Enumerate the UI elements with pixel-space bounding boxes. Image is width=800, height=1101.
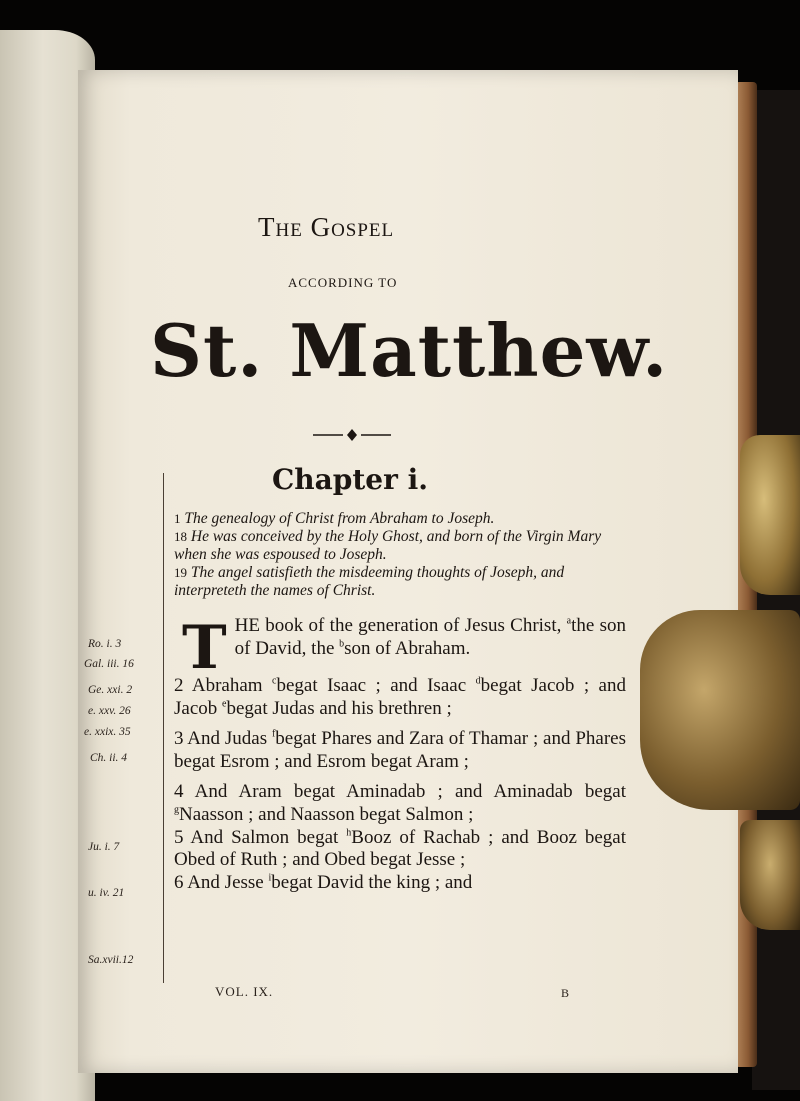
volume-label: VOL. IX. [215, 984, 274, 999]
chapter-summary [174, 510, 634, 600]
margin-ref: Ro. i. 3 [88, 638, 122, 650]
summary-line [174, 510, 634, 528]
signature-mark: B [561, 986, 570, 1000]
verse-2: 2 Abraham $^c$begat Isaac ; and Isaac $^d$begat Jacob ; and Jacob $^e$begat Judas and his brethren ; [174, 675, 626, 719]
summary-text: The genealogy of Christ from Abraham to Joseph. [180, 510, 495, 527]
footnote-marker: c [272, 675, 277, 687]
margin-ref: e. xxv. 26 [88, 705, 131, 717]
margin-ref: Ge. xxi. 2 [88, 684, 133, 696]
footnote-marker: f [271, 728, 276, 740]
margin-ref: Ju. i. 7 [88, 841, 120, 853]
brass-clamp-upper [740, 435, 800, 595]
chapter-heading: Chapter i. [272, 463, 428, 496]
verse-5: 5 And Salmon begat $^h$Booz of Rachab ; and Booz begat Obed of Ruth ; and Obed begat Jesse ; [174, 826, 626, 871]
footnote-marker: d [475, 675, 481, 687]
summary-line [174, 528, 634, 564]
footnote-marker: e [222, 698, 227, 710]
summary-number: 1 [174, 511, 181, 526]
footnote-marker: h [346, 827, 352, 839]
verse-3: 3 And Judas $^f$begat Phares and Zara of Thamar ; and Phares begat Esrom ; and Esrom begat Aram ; [174, 728, 626, 772]
brass-clamp-lower [740, 820, 800, 930]
summary-text: He was conceived by the Holy Ghost, and born of the Virgin Mary when she was espoused to Joseph. [174, 528, 602, 563]
bleed-through-text [158, 115, 163, 136]
margin-rule [163, 473, 164, 983]
footnote-marker: i [268, 872, 272, 884]
footnote-marker: g [174, 804, 179, 816]
margin-ref: Ch. ii. 4 [90, 752, 128, 764]
margin-ref: u. iv. 21 [88, 887, 125, 899]
verse-6: 6 And Jesse $^i$begat David the king ; and [174, 871, 473, 893]
title-the-gospel: The Gospel [258, 212, 395, 242]
margin-ref: e. xxix. 35 [84, 726, 131, 738]
footnote-marker: b [339, 638, 345, 650]
margin-ref: Gal. iii. 16 [84, 658, 134, 670]
summary-line [174, 564, 634, 600]
summary-number: 19 [174, 565, 187, 580]
title-according-to: ACCORDING TO [288, 275, 398, 290]
scripture-body [174, 615, 626, 894]
drop-cap: T [182, 613, 227, 683]
footnote-marker: a [566, 615, 572, 627]
summary-number: 18 [174, 529, 187, 544]
verse-1: THE book of the generation of Jesus Christ, $^a$the son of David, the $^b$son of Abraham. [182, 613, 627, 683]
title-st-matthew: St. Matthew. [150, 308, 669, 393]
margin-ref: Sa.xvii.12 [88, 954, 134, 966]
summary-text: The angel satisfieth the misdeeming thoughts of Joseph, and interpreteth the names of Christ. [174, 564, 565, 599]
brass-clamp-hand [640, 610, 800, 810]
verse-4: 4 And Aram begat Aminadab ; and Aminadab begat $^g$Naasson ; and Naasson begat Salmon ; [174, 781, 626, 825]
title-ornament-divider [313, 428, 391, 442]
